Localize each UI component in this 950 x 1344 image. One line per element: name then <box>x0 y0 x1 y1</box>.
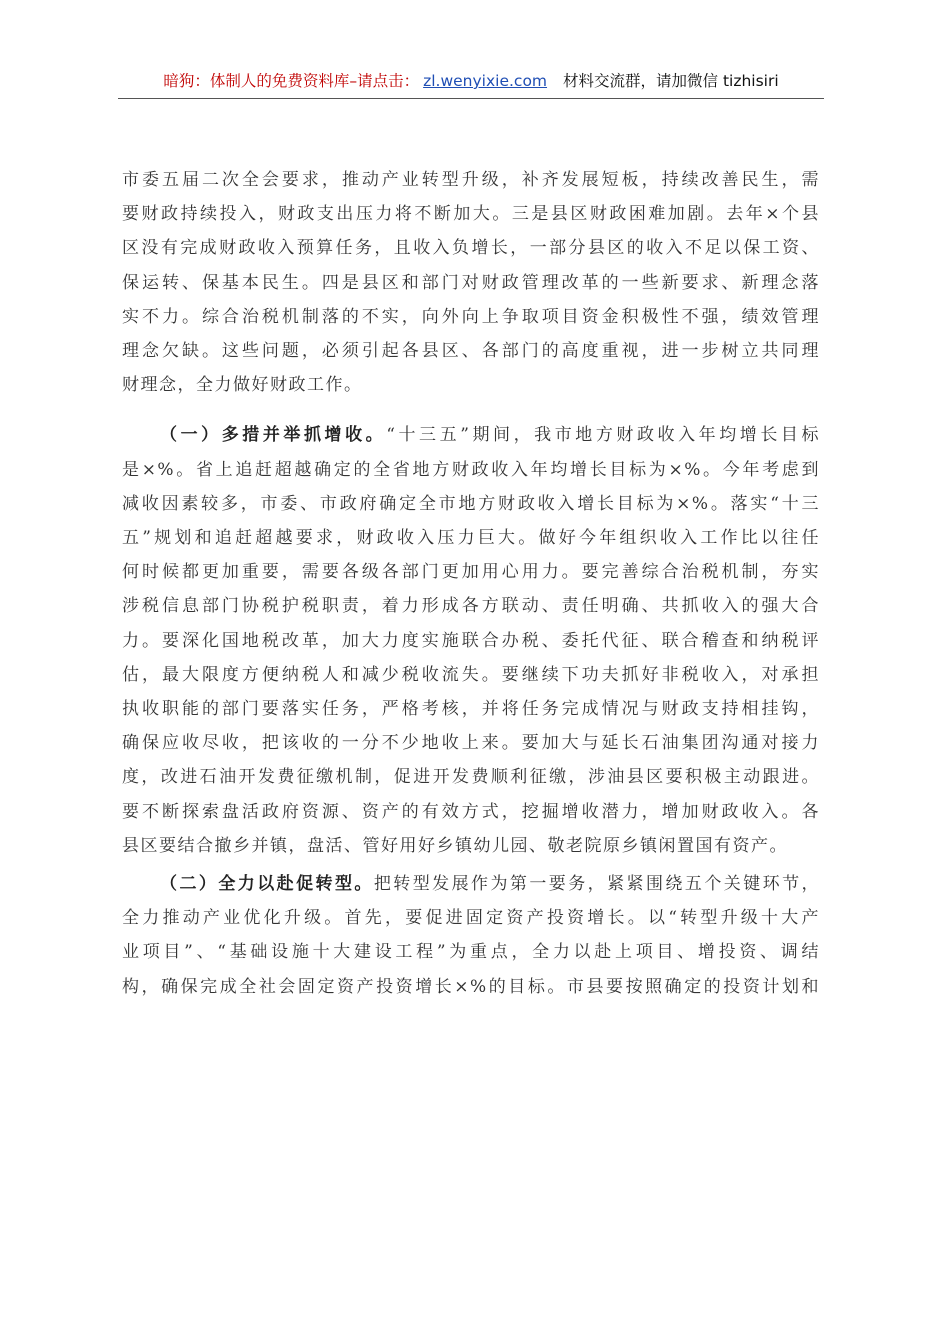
text-line: 县区要结合撤乡并镇，盘活、管好用好乡镇幼儿园、敬老院原乡镇闲置国有资产。 <box>122 835 788 856</box>
text-line: 估，最大限度方便纳税人和减少税收流失。要继续下功夫抓好非税收入，对承担 <box>122 664 820 685</box>
text-line: 财理念，全力做好财政工作。 <box>122 375 363 396</box>
text-run: 把转型发展作为第一要务，紧紧围绕五个关键环节， <box>373 874 821 895</box>
text-line: 力。要深化国地税改革，加大力度实施联合办税、委托代征、联合稽查和纳税评 <box>122 630 820 651</box>
text-line: 涉税信息部门协税护税职责，着力形成各方联动、责任明确、共抓收入的强大合 <box>122 596 820 617</box>
text-line: 是×%。省上追赶超越确定的全省地方财政收入年均增长目标为×%。今年考虑到 <box>122 459 820 480</box>
text-line-first <box>122 867 820 901</box>
paragraph-intro <box>122 163 820 402</box>
text-line: 保运转、保基本民生。四是县区和部门对财政管理改革的一些新要求、新理念落 <box>122 272 820 293</box>
text-line: 何时候都更加重要，需要各级各部门更加用心用力。要完善综合治税机制，夯实 <box>122 562 820 583</box>
text-line: 构，确保完成全社会固定资产投资增长×%的目标。市县要按照确定的投资计划和 <box>122 976 820 997</box>
text-line: 实不力。综合治税机制落的不实，向外向上争取项目资金积极性不强，绩效管理 <box>122 306 820 327</box>
text-line: 度，改进石油开发费征缴机制，促进开发费顺利征缴，涉油县区要积极主动跟进。 <box>122 767 820 788</box>
text-line: 要不断探索盘活政府资源、资产的有效方式，挖掘增收潜力，增加财政收入。各 <box>122 801 820 822</box>
text-run: “十三五”期间，我市地方财政收入年均增长目标 <box>386 425 820 446</box>
text-line-first <box>122 418 820 452</box>
section-heading-revenue: （一）多措并举抓增收。 <box>160 425 387 446</box>
document-body <box>122 163 820 1004</box>
header-link[interactable]: zl.wenyixie.com <box>423 72 548 90</box>
text-line: 业项目”、“基础设施十大建设工程”为重点，全力以赴上项目、增投资、调结 <box>122 942 820 963</box>
header-wechat-note: 材料交流群，请加微信 tizhisiri <box>563 72 779 90</box>
text-line: 区没有完成财政收入预算任务，且收入负增长，一部分县区的收入不足以保工资、 <box>122 238 820 259</box>
paragraph-revenue <box>122 418 820 863</box>
section-heading-transformation: （二）全力以赴促转型。 <box>160 874 374 895</box>
text-line: 要财政持续投入，财政支出压力将不断加大。三是县区财政困难加剧。去年×个县 <box>122 204 820 225</box>
header-site-name: 暗狗：体制人的免费资料库 <box>163 72 350 90</box>
text-line: 理念欠缺。这些问题，必须引起各县区、各部门的高度重视，进一步树立共同理 <box>122 341 820 362</box>
paragraph-transformation <box>122 867 820 1004</box>
text-line: 执收职能的部门要落实任务，严格考核，并将任务完成情况与财政支持相挂钩， <box>122 699 820 720</box>
text-line: 五”规划和追赶超越要求，财政收入压力巨大。做好今年组织收入工作比以往任 <box>122 528 820 549</box>
document-header <box>118 68 824 99</box>
text-line: 减收因素较多，市委、市政府确定全市地方财政收入增长目标为×%。落实“十三 <box>122 493 820 514</box>
text-line: 全力推动产业优化升级。首先，要促进固定资产投资增长。以“转型升级十大产 <box>122 908 820 929</box>
text-line: 确保应收尽收，把该收的一分不少地收上来。要加大与延长石油集团沟通对接力 <box>122 733 820 754</box>
text-line: 市委五届二次全会要求，推动产业转型升级，补齐发展短板，持续改善民生，需 <box>122 170 820 190</box>
header-prompt: –请点击： <box>349 72 420 90</box>
